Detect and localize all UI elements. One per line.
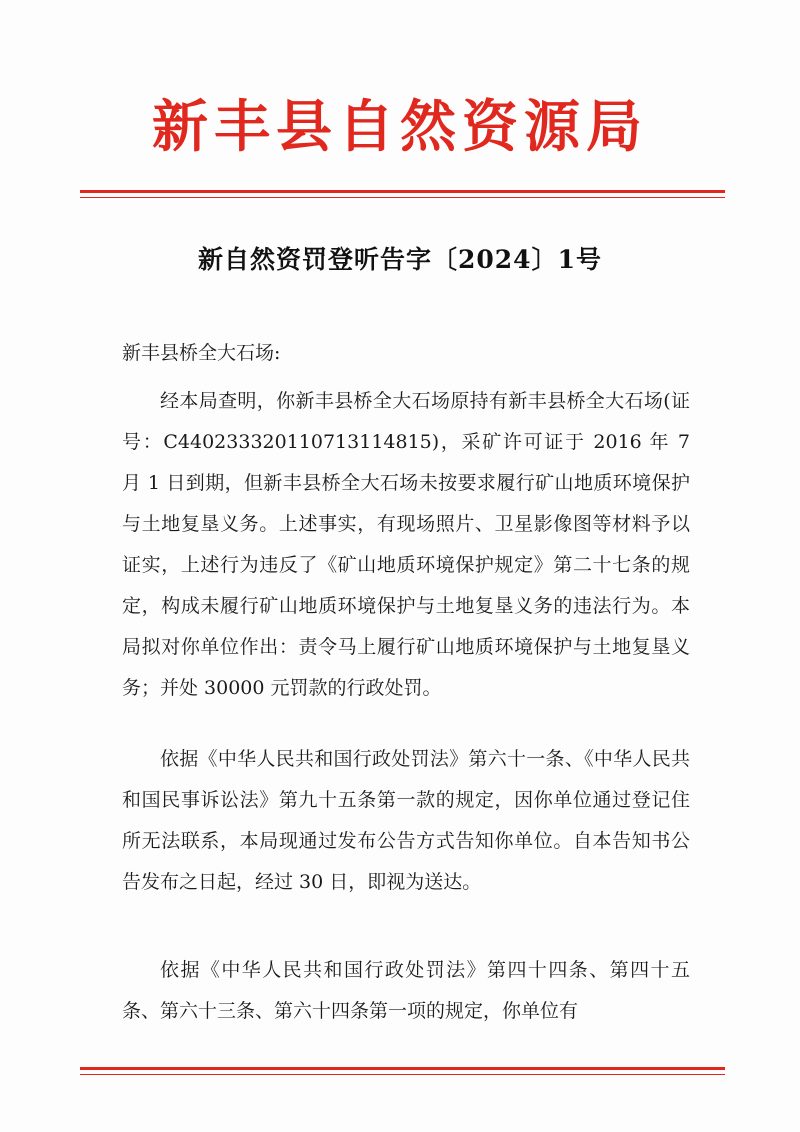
footer-red-rule-thin xyxy=(80,1074,725,1075)
body-paragraph-findings: 经本局查明，你新丰县桥全大石场原持有新丰县桥全大石场(证号：C4402333201107131148​15)，采矿许可证于 2016 年 7 月 1 日到期，但新丰县桥全大石场未按要求履行矿山地质环境保护与土地复垦义务。上述事实，有现场照片、卫星影像图等材料予以证实，上述行为违反了《矿山地质环境保护规定》第二十七条的规定，构成未履行矿山地质环境保护与土地复垦义务的违法行为。本局拟对你单位作出：责令马上履行矿山地质环境保护与土地复垦义务；并处 30000 元罚款的行政处罚。 xyxy=(122,390,690,699)
header-red-rule-thick xyxy=(80,190,725,193)
addressee: 新丰县桥全大石场: xyxy=(122,342,281,364)
footer-red-rule-thick xyxy=(80,1067,725,1070)
header-red-rule-thin xyxy=(80,197,725,198)
body-paragraph-rights: 依据《中华人民共和国行政处罚法》第四十四条、第四十五条、第六十三条、第六十四条第一项的规定，你单位有 xyxy=(122,959,690,1022)
issuing-authority-title: 新丰县自然资源局 xyxy=(152,94,648,160)
body-paragraph-service-notice: 依据《中华人民共和国行政处罚法》第六十一条、《中华人民共和国民事诉讼法》第九十五条第一款的规定，因你单位通过登记住所无法联系，本局现通过发布公告方式告知你单位。自本告知书公告发布之日起，经过 30 日，即视为送达。 xyxy=(122,748,690,893)
document-number: 新自然资罚登听告字〔2024〕1号 xyxy=(198,245,602,274)
